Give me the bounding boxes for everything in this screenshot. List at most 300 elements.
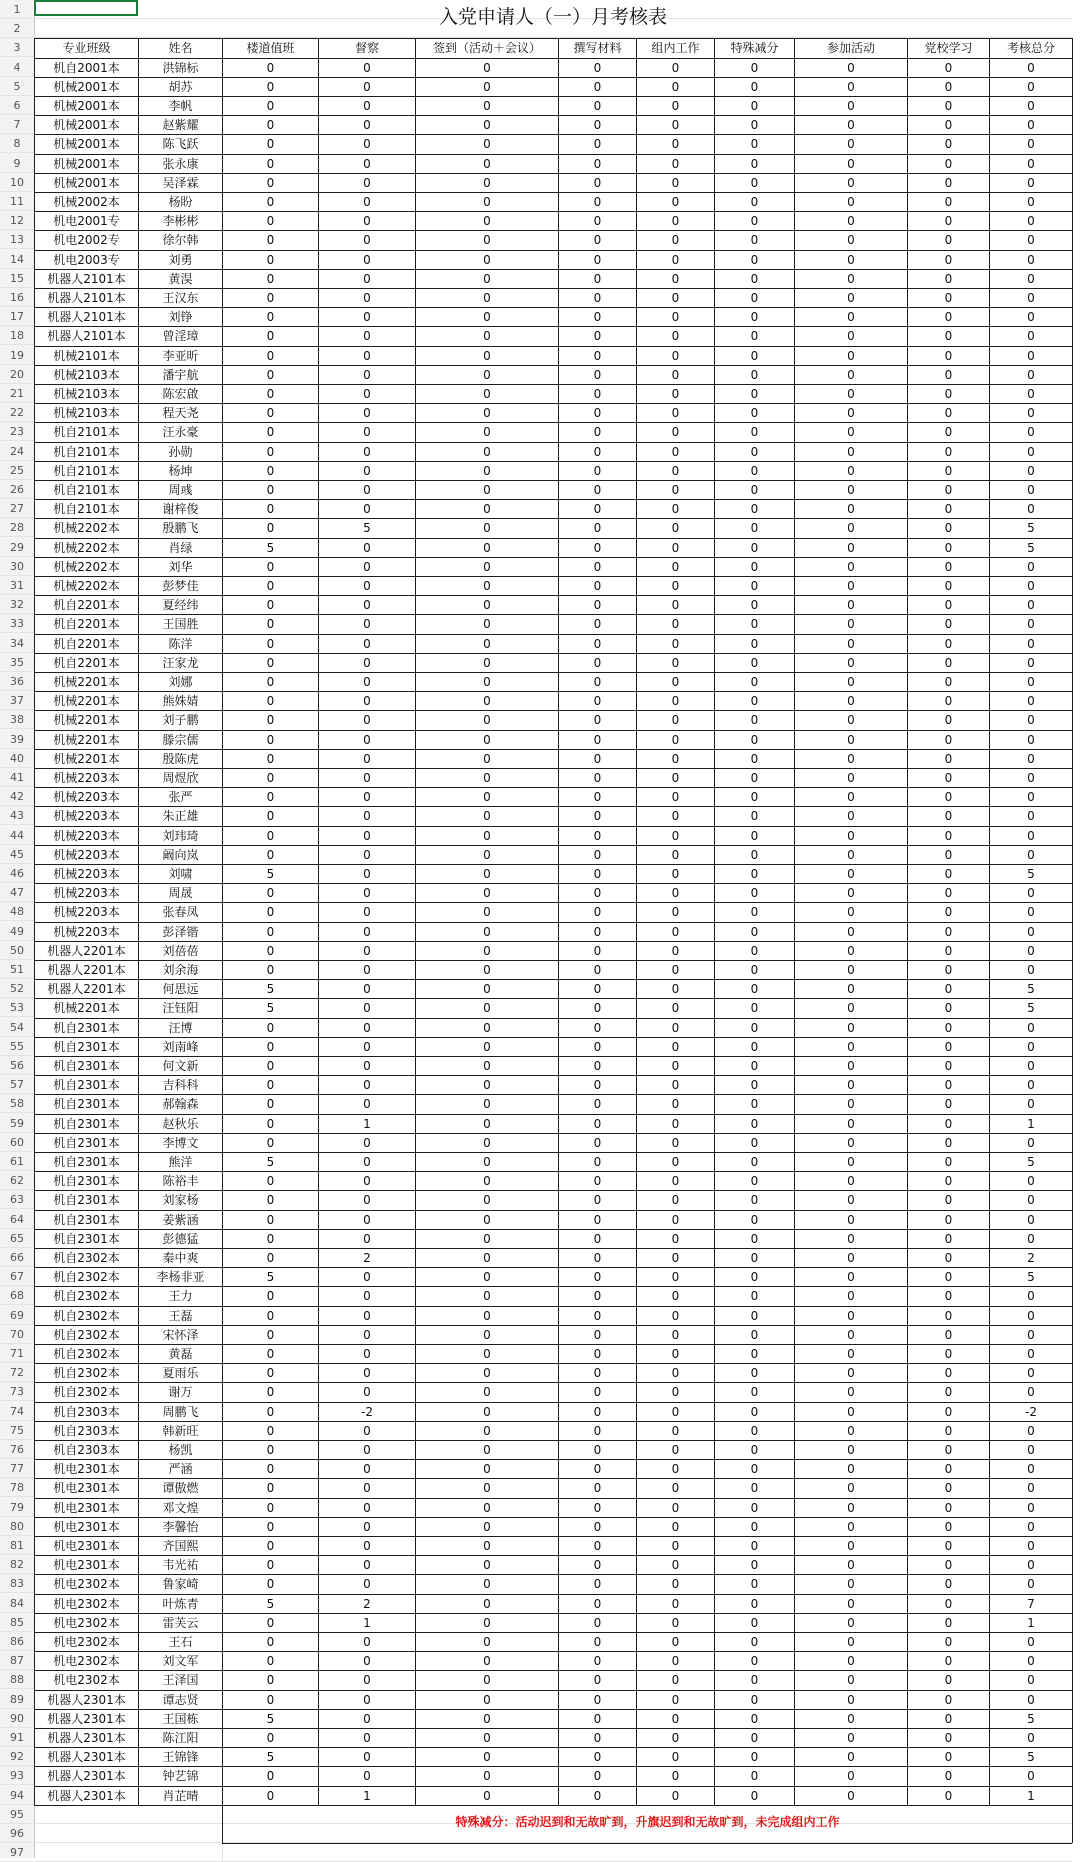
cell-sign-in[interactable]: 0	[483, 1001, 491, 1016]
cell-group-work[interactable]: 0	[671, 540, 680, 555]
cell-special-deduction[interactable]: 0	[750, 1519, 759, 1534]
cell-name[interactable]: 谭志贤	[162, 1692, 199, 1707]
cell-name[interactable]: 周鹏飞	[162, 1404, 199, 1419]
cell-sign-in[interactable]: 0	[483, 214, 491, 229]
cell-writing[interactable]: 0	[593, 444, 602, 459]
cell-party-school[interactable]: 0	[944, 79, 953, 94]
cell-inspection[interactable]: 0	[363, 1750, 371, 1765]
row-number[interactable]: 73	[0, 1382, 34, 1401]
cell-group-work[interactable]: 0	[671, 1059, 680, 1073]
cell-party-school[interactable]: 0	[944, 1020, 953, 1035]
cell-party-school[interactable]: 0	[944, 214, 953, 229]
cell-total-score[interactable]: 0	[1027, 598, 1035, 613]
cell-writing[interactable]: 0	[593, 1174, 602, 1189]
cell-name[interactable]: 李彬彬	[162, 214, 199, 229]
cell-total-score[interactable]: 0	[1027, 1654, 1035, 1669]
cell-inspection[interactable]: 2	[363, 1251, 371, 1265]
cell-special-deduction[interactable]: 0	[750, 579, 759, 593]
cell-class[interactable]: 机电2302本	[53, 1615, 120, 1630]
cell-group-work[interactable]: 0	[671, 598, 680, 613]
cell-sign-in[interactable]: 0	[483, 713, 491, 728]
cell-sign-in[interactable]: 0	[483, 156, 491, 171]
cell-total-score[interactable]: 0	[1027, 1462, 1035, 1477]
cell-class[interactable]: 机自2301本	[53, 1116, 120, 1131]
cell-class[interactable]: 机自2301本	[53, 1174, 120, 1189]
cell-group-work[interactable]: 0	[671, 502, 680, 517]
cell-sign-in[interactable]: 0	[483, 1558, 491, 1573]
cell-special-deduction[interactable]: 0	[750, 1615, 759, 1630]
cell-inspection[interactable]: 0	[363, 1385, 371, 1400]
cell-special-deduction[interactable]: 0	[750, 1558, 759, 1573]
cell-total-score[interactable]: 0	[1027, 636, 1035, 651]
cell-sign-in[interactable]: 0	[483, 1327, 491, 1342]
cell-writing[interactable]: 0	[593, 1692, 602, 1707]
cell-corridor-duty[interactable]: 0	[266, 1289, 275, 1304]
cell-activities[interactable]: 0	[847, 1481, 855, 1496]
cell-activities[interactable]: 0	[847, 1423, 855, 1438]
cell-corridor-duty[interactable]: 0	[266, 502, 275, 517]
cell-class[interactable]: 机自2302本	[53, 1270, 120, 1285]
cell-class[interactable]: 机自2101本	[53, 425, 120, 440]
cell-inspection[interactable]: 0	[363, 1289, 371, 1304]
cell-class[interactable]: 机自2301本	[53, 1059, 120, 1073]
cell-special-deduction[interactable]: 0	[750, 905, 759, 920]
cell-writing[interactable]: 0	[593, 406, 602, 421]
cell-group-work[interactable]: 0	[671, 118, 680, 133]
cell-group-work[interactable]: 0	[671, 1404, 680, 1419]
cell-writing[interactable]: 0	[593, 636, 602, 651]
row-number[interactable]: 77	[0, 1459, 34, 1478]
cell-name[interactable]: 孙勋	[168, 444, 193, 459]
cell-class[interactable]: 机电2302本	[53, 1673, 120, 1688]
cell-total-score[interactable]: 0	[1027, 1423, 1035, 1438]
cell-sign-in[interactable]: 0	[483, 233, 491, 248]
cell-name[interactable]: 刘铮	[168, 310, 193, 325]
cell-group-work[interactable]: 0	[671, 1769, 680, 1784]
cell-writing[interactable]: 0	[593, 1404, 602, 1419]
cell-writing[interactable]: 0	[593, 886, 602, 901]
cell-inspection[interactable]: 0	[363, 1059, 371, 1073]
row-number[interactable]: 48	[0, 902, 34, 921]
cell-party-school[interactable]: 0	[944, 963, 953, 977]
cell-group-work[interactable]: 0	[671, 1731, 680, 1745]
cell-writing[interactable]: 0	[593, 771, 602, 785]
cell-class[interactable]: 机械2202本	[53, 579, 120, 593]
cell-group-work[interactable]: 0	[671, 1615, 680, 1630]
cell-activities[interactable]: 0	[847, 809, 855, 824]
cell-party-school[interactable]: 0	[944, 924, 953, 939]
cell-inspection[interactable]: 0	[363, 924, 371, 939]
cell-writing[interactable]: 0	[593, 1558, 602, 1573]
row-number[interactable]: 4	[0, 58, 34, 77]
cell-sign-in[interactable]: 0	[483, 1731, 491, 1745]
cell-group-work[interactable]: 0	[671, 1423, 680, 1438]
cell-special-deduction[interactable]: 0	[750, 521, 759, 536]
row-number[interactable]: 60	[0, 1133, 34, 1152]
cell-class[interactable]: 机器人2301本	[47, 1692, 126, 1707]
cell-writing[interactable]: 0	[593, 1731, 602, 1745]
cell-activities[interactable]: 0	[847, 963, 855, 977]
cell-writing[interactable]: 0	[593, 1366, 602, 1381]
cell-activities[interactable]: 0	[847, 771, 855, 785]
cell-sign-in[interactable]: 0	[483, 1596, 491, 1611]
cell-writing[interactable]: 0	[593, 1443, 602, 1457]
cell-activities[interactable]: 0	[847, 636, 855, 651]
cell-name[interactable]: 何文新	[162, 1059, 199, 1073]
cell-activities[interactable]: 0	[847, 1193, 855, 1208]
cell-total-score[interactable]: 0	[1027, 1212, 1035, 1227]
row-number[interactable]: 92	[0, 1747, 34, 1766]
cell-party-school[interactable]: 0	[944, 463, 953, 478]
cell-party-school[interactable]: 0	[944, 559, 953, 574]
cell-group-work[interactable]: 0	[671, 1788, 680, 1803]
cell-name[interactable]: 周彧	[168, 483, 193, 497]
row-number[interactable]: 44	[0, 826, 34, 845]
cell-name[interactable]: 齐国熙	[162, 1539, 199, 1553]
cell-corridor-duty[interactable]: 0	[266, 1673, 275, 1688]
cell-name[interactable]: 李杨非亚	[156, 1270, 205, 1285]
cell-total-score[interactable]: 7	[1027, 1596, 1035, 1611]
cell-inspection[interactable]: 0	[363, 387, 371, 401]
cell-writing[interactable]: 0	[593, 1251, 602, 1265]
cell-class[interactable]: 机电2003专	[53, 252, 120, 267]
cell-class[interactable]: 机器人2101本	[47, 329, 126, 344]
cell-class[interactable]: 机自2301本	[53, 1231, 120, 1246]
cell-corridor-duty[interactable]: 0	[266, 905, 275, 920]
cell-inspection[interactable]: 0	[363, 1443, 371, 1457]
cell-class[interactable]: 机械2101本	[53, 348, 120, 363]
row-number[interactable]: 42	[0, 787, 34, 806]
cell-group-work[interactable]: 0	[671, 1174, 680, 1189]
cell-inspection[interactable]: 0	[363, 271, 371, 286]
cell-inspection[interactable]: 0	[363, 118, 371, 133]
cell-inspection[interactable]: 0	[363, 1135, 371, 1150]
cell-inspection[interactable]: 0	[363, 598, 371, 613]
cell-inspection[interactable]: 0	[363, 828, 371, 843]
cell-corridor-duty[interactable]: 0	[266, 1039, 275, 1054]
cell-name[interactable]: 刘文军	[162, 1654, 199, 1669]
cell-group-work[interactable]: 0	[671, 1385, 680, 1400]
cell-inspection[interactable]: 0	[363, 751, 371, 766]
cell-activities[interactable]: 0	[847, 367, 855, 382]
cell-party-school[interactable]: 0	[944, 828, 953, 843]
cell-inspection[interactable]: 0	[363, 195, 371, 209]
cell-writing[interactable]: 0	[593, 348, 602, 363]
cell-writing[interactable]: 0	[593, 118, 602, 133]
cell-total-score[interactable]: 0	[1027, 1769, 1035, 1784]
row-number[interactable]: 41	[0, 768, 34, 787]
cell-group-work[interactable]: 0	[671, 1558, 680, 1573]
cell-special-deduction[interactable]: 0	[750, 1174, 759, 1189]
cell-activities[interactable]: 0	[847, 1635, 855, 1649]
row-number[interactable]: 88	[0, 1670, 34, 1689]
row-number[interactable]: 78	[0, 1478, 34, 1497]
row-number[interactable]: 67	[0, 1267, 34, 1286]
cell-sign-in[interactable]: 0	[483, 291, 491, 305]
cell-sign-in[interactable]: 0	[483, 1500, 491, 1515]
cell-corridor-duty[interactable]: 0	[266, 713, 275, 728]
cell-activities[interactable]: 0	[847, 233, 855, 248]
cell-writing[interactable]: 0	[593, 329, 602, 344]
row-number[interactable]: 24	[0, 442, 34, 461]
cell-name[interactable]: 陈江阳	[162, 1731, 199, 1745]
cell-total-score[interactable]: 0	[1027, 195, 1035, 209]
cell-writing[interactable]: 0	[593, 214, 602, 229]
cell-corridor-duty[interactable]: 0	[266, 847, 275, 862]
cell-group-work[interactable]: 0	[671, 809, 680, 824]
row-number[interactable]: 27	[0, 499, 34, 518]
cell-total-score[interactable]: 1	[1027, 1116, 1035, 1131]
cell-name[interactable]: 吉科科	[162, 1078, 199, 1093]
cell-special-deduction[interactable]: 0	[750, 271, 759, 286]
cell-writing[interactable]: 0	[593, 1769, 602, 1784]
cell-activities[interactable]: 0	[847, 99, 855, 113]
cell-activities[interactable]: 0	[847, 713, 855, 728]
cell-group-work[interactable]: 0	[671, 1193, 680, 1208]
cell-activities[interactable]: 0	[847, 1116, 855, 1131]
cell-corridor-duty[interactable]: 5	[266, 1596, 275, 1611]
cell-writing[interactable]: 0	[593, 1270, 602, 1285]
cell-activities[interactable]: 0	[847, 521, 855, 536]
cell-class[interactable]: 机自2301本	[53, 1020, 120, 1035]
cell-writing[interactable]: 0	[593, 425, 602, 440]
cell-total-score[interactable]: 0	[1027, 367, 1035, 382]
cell-class[interactable]: 机械2103本	[53, 387, 120, 401]
cell-sign-in[interactable]: 0	[483, 790, 491, 805]
cell-inspection[interactable]: 0	[363, 156, 371, 171]
cell-name[interactable]: 李馨怡	[162, 1519, 199, 1534]
cell-class[interactable]: 机自2301本	[53, 1039, 120, 1054]
cell-inspection[interactable]: 0	[363, 79, 371, 94]
cell-writing[interactable]: 0	[593, 751, 602, 766]
column-header-corridor-duty[interactable]: 楼道值班	[246, 41, 295, 56]
cell-group-work[interactable]: 0	[671, 1001, 680, 1016]
cell-inspection[interactable]: 0	[363, 367, 371, 382]
row-number[interactable]: 80	[0, 1517, 34, 1536]
cell-special-deduction[interactable]: 0	[750, 1654, 759, 1669]
cell-class[interactable]: 机自2301本	[53, 1155, 120, 1169]
cell-corridor-duty[interactable]: 0	[266, 99, 275, 113]
row-number[interactable]: 61	[0, 1152, 34, 1171]
cell-total-score[interactable]: 0	[1027, 905, 1035, 920]
cell-name[interactable]: 严涵	[168, 1462, 193, 1477]
cell-total-score[interactable]: 0	[1027, 1289, 1035, 1304]
cell-sign-in[interactable]: 0	[483, 1135, 491, 1150]
cell-name[interactable]: 李亚昕	[162, 348, 199, 363]
cell-total-score[interactable]: 5	[1027, 1711, 1035, 1726]
cell-inspection[interactable]: 2	[363, 1596, 371, 1611]
cell-class[interactable]: 机械2202本	[53, 521, 120, 536]
cell-name[interactable]: 刘子鹏	[162, 713, 199, 728]
cell-writing[interactable]: 0	[593, 1039, 602, 1054]
row-number[interactable]: 87	[0, 1651, 34, 1670]
cell-name[interactable]: 郝翰森	[162, 1097, 199, 1112]
cell-special-deduction[interactable]: 0	[750, 1347, 759, 1361]
cell-class[interactable]: 机自2301本	[53, 1193, 120, 1208]
row-number[interactable]: 81	[0, 1536, 34, 1555]
cell-party-school[interactable]: 0	[944, 771, 953, 785]
cell-total-score[interactable]: 0	[1027, 1692, 1035, 1707]
cell-party-school[interactable]: 0	[944, 655, 953, 670]
cell-writing[interactable]: 0	[593, 867, 602, 881]
cell-corridor-duty[interactable]: 0	[266, 1251, 275, 1265]
cell-corridor-duty[interactable]: 0	[266, 387, 275, 401]
cell-class[interactable]: 机械2001本	[53, 99, 120, 113]
cell-activities[interactable]: 0	[847, 271, 855, 286]
cell-inspection[interactable]: 0	[363, 694, 371, 709]
cell-writing[interactable]: 0	[593, 694, 602, 709]
row-number[interactable]: 95	[0, 1805, 34, 1824]
row-number[interactable]: 94	[0, 1786, 34, 1805]
row-number[interactable]: 8	[0, 134, 34, 153]
cell-group-work[interactable]: 0	[671, 1289, 680, 1304]
cell-class[interactable]: 机自2302本	[53, 1308, 120, 1323]
cell-inspection[interactable]: 0	[363, 425, 371, 440]
row-number[interactable]: 13	[0, 230, 34, 249]
cell-inspection[interactable]: 0	[363, 463, 371, 478]
cell-sign-in[interactable]: 0	[483, 1270, 491, 1285]
cell-sign-in[interactable]: 0	[483, 1366, 491, 1381]
cell-activities[interactable]: 0	[847, 1059, 855, 1073]
cell-special-deduction[interactable]: 0	[750, 1155, 759, 1169]
cell-activities[interactable]: 0	[847, 1135, 855, 1150]
cell-class[interactable]: 机电2002专	[53, 233, 120, 248]
cell-writing[interactable]: 0	[593, 156, 602, 171]
cell-inspection[interactable]: 0	[363, 713, 371, 728]
cell-name[interactable]: 王石	[168, 1635, 193, 1649]
cell-corridor-duty[interactable]: 0	[266, 367, 275, 382]
cell-name[interactable]: 钟艺锦	[162, 1769, 199, 1784]
cell-class[interactable]: 机械2201本	[53, 1001, 120, 1016]
cell-activities[interactable]: 0	[847, 1731, 855, 1745]
cell-total-score[interactable]: 0	[1027, 271, 1035, 286]
cell-name[interactable]: 周晟	[168, 886, 193, 901]
cell-sign-in[interactable]: 0	[483, 1769, 491, 1784]
cell-name[interactable]: 谢梓俊	[162, 502, 199, 517]
row-number[interactable]: 93	[0, 1766, 34, 1785]
row-number[interactable]: 25	[0, 461, 34, 480]
cell-name[interactable]: 张永康	[162, 156, 199, 171]
row-number[interactable]: 7	[0, 115, 34, 134]
cell-total-score[interactable]: 0	[1027, 963, 1035, 977]
cell-activities[interactable]: 0	[847, 387, 855, 401]
cell-inspection[interactable]: 0	[363, 483, 371, 497]
cell-activities[interactable]: 0	[847, 60, 855, 75]
cell-corridor-duty[interactable]: 0	[266, 1097, 275, 1112]
cell-party-school[interactable]: 0	[944, 1788, 953, 1803]
cell-name[interactable]: 刘娜	[168, 675, 193, 689]
cell-writing[interactable]: 0	[593, 483, 602, 497]
cell-writing[interactable]: 0	[593, 809, 602, 824]
cell-corridor-duty[interactable]: 0	[266, 1731, 275, 1745]
cell-special-deduction[interactable]: 0	[750, 1673, 759, 1688]
cell-inspection[interactable]: 0	[363, 1577, 371, 1592]
cell-sign-in[interactable]: 0	[483, 1404, 491, 1419]
cell-name[interactable]: 汪博	[168, 1020, 193, 1035]
cell-total-score[interactable]: 5	[1027, 982, 1035, 997]
cell-total-score[interactable]: 0	[1027, 771, 1035, 785]
cell-writing[interactable]: 0	[593, 502, 602, 517]
cell-special-deduction[interactable]: 0	[750, 387, 759, 401]
cell-party-school[interactable]: 0	[944, 1519, 953, 1534]
cell-corridor-duty[interactable]: 0	[266, 1308, 275, 1323]
cell-class[interactable]: 机电2301本	[53, 1558, 120, 1573]
cell-class[interactable]: 机械2002本	[53, 195, 120, 209]
cell-writing[interactable]: 0	[593, 1500, 602, 1515]
cell-name[interactable]: 周煜欣	[162, 771, 199, 785]
cell-corridor-duty[interactable]: 0	[266, 1366, 275, 1381]
cell-activities[interactable]: 0	[847, 751, 855, 766]
cell-group-work[interactable]: 0	[671, 1347, 680, 1361]
cell-inspection[interactable]: 0	[363, 1366, 371, 1381]
cell-class[interactable]: 机器人2101本	[47, 291, 126, 305]
cell-party-school[interactable]: 0	[944, 943, 953, 958]
cell-class[interactable]: 机械2203本	[53, 790, 120, 805]
cell-writing[interactable]: 0	[593, 1020, 602, 1035]
cell-activities[interactable]: 0	[847, 847, 855, 862]
row-number[interactable]: 54	[0, 1018, 34, 1037]
cell-name[interactable]: 张春凤	[162, 905, 199, 920]
cell-activities[interactable]: 0	[847, 617, 855, 632]
cell-group-work[interactable]: 0	[671, 963, 680, 977]
cell-total-score[interactable]: 0	[1027, 291, 1035, 305]
cell-class[interactable]: 机电2302本	[53, 1635, 120, 1649]
cell-activities[interactable]: 0	[847, 1769, 855, 1784]
row-number[interactable]: 35	[0, 653, 34, 672]
cell-special-deduction[interactable]: 0	[750, 675, 759, 689]
cell-class[interactable]: 机自2201本	[53, 655, 120, 670]
cell-sign-in[interactable]: 0	[483, 1673, 491, 1688]
cell-party-school[interactable]: 0	[944, 1193, 953, 1208]
column-header-special-deduction[interactable]: 特殊减分	[730, 41, 779, 56]
cell-sign-in[interactable]: 0	[483, 367, 491, 382]
cell-sign-in[interactable]: 0	[483, 579, 491, 593]
cell-total-score[interactable]: 5	[1027, 1750, 1035, 1765]
cell-special-deduction[interactable]: 0	[750, 1020, 759, 1035]
cell-corridor-duty[interactable]: 0	[266, 751, 275, 766]
cell-party-school[interactable]: 0	[944, 579, 953, 593]
cell-writing[interactable]: 0	[593, 1385, 602, 1400]
cell-inspection[interactable]: 0	[363, 1327, 371, 1342]
cell-name[interactable]: 阚向岚	[162, 847, 199, 862]
cell-party-school[interactable]: 0	[944, 444, 953, 459]
cell-party-school[interactable]: 0	[944, 156, 953, 171]
cell-group-work[interactable]: 0	[671, 1231, 680, 1246]
cell-party-school[interactable]: 0	[944, 521, 953, 536]
cell-group-work[interactable]: 0	[671, 60, 680, 75]
cell-sign-in[interactable]: 0	[483, 1097, 491, 1112]
cell-name[interactable]: 陈飞跃	[162, 137, 199, 152]
cell-party-school[interactable]: 0	[944, 1577, 953, 1592]
cell-activities[interactable]: 0	[847, 559, 855, 574]
cell-group-work[interactable]: 0	[671, 617, 680, 632]
cell-total-score[interactable]: 0	[1027, 1366, 1035, 1381]
cell-special-deduction[interactable]: 0	[750, 1788, 759, 1803]
cell-name[interactable]: 赵秋乐	[162, 1116, 199, 1131]
cell-special-deduction[interactable]: 0	[750, 924, 759, 939]
cell-special-deduction[interactable]: 0	[750, 1289, 759, 1304]
cell-total-score[interactable]: 0	[1027, 847, 1035, 862]
cell-name[interactable]: 曾淫璋	[162, 329, 199, 344]
cell-total-score[interactable]: 0	[1027, 617, 1035, 632]
cell-special-deduction[interactable]: 0	[750, 732, 759, 747]
cell-inspection[interactable]: 0	[363, 1231, 371, 1246]
cell-inspection[interactable]: -2	[361, 1404, 373, 1419]
cell-sign-in[interactable]: 0	[483, 1039, 491, 1054]
cell-sign-in[interactable]: 0	[483, 867, 491, 881]
cell-special-deduction[interactable]: 0	[750, 483, 759, 497]
cell-writing[interactable]: 0	[593, 828, 602, 843]
